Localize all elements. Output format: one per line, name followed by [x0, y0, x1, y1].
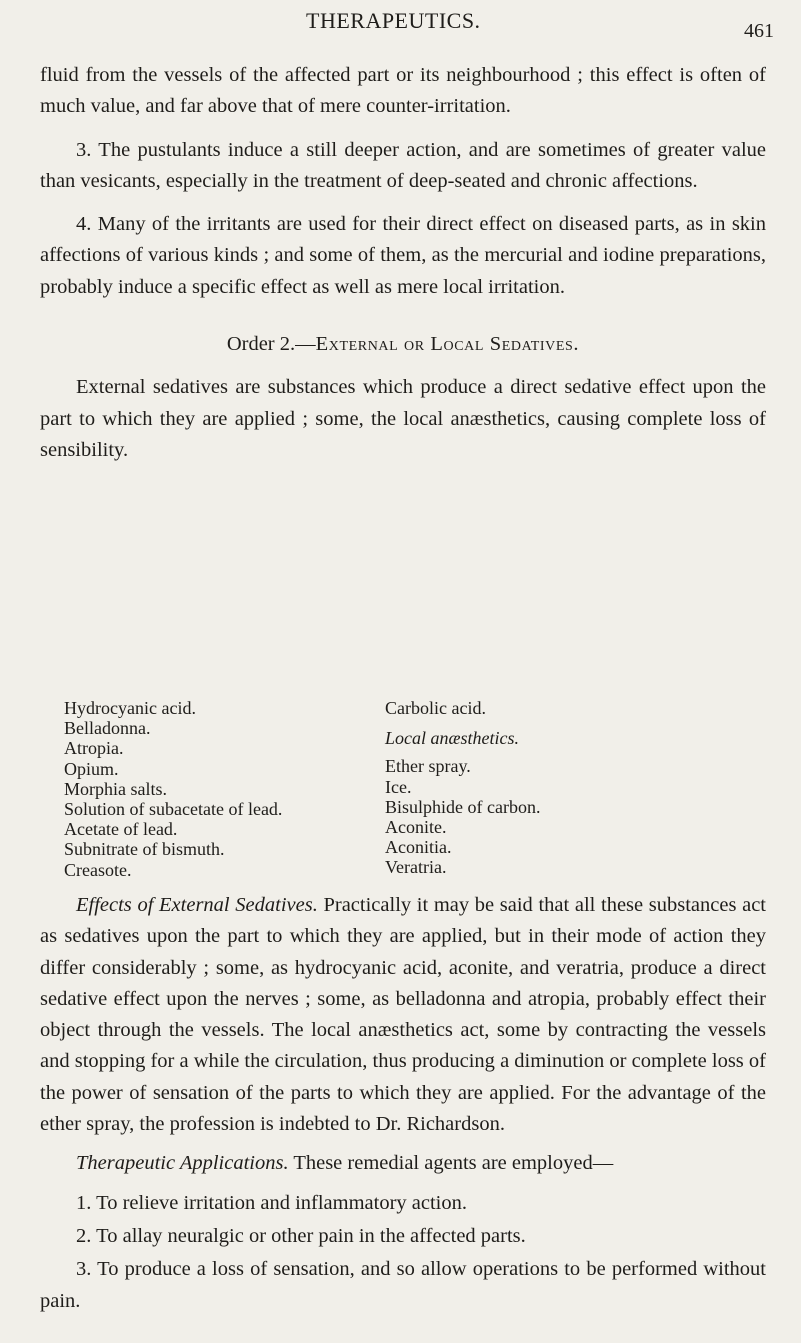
page-number: 461 [744, 20, 774, 42]
applications-list [40, 1188, 766, 1317]
paragraph-pustulants: 3. The pustulants induce a still deeper action, and are sometimes of greater value than vesicants, especially in the treatment of deep-seated and chronic affections. [40, 138, 766, 192]
list-item: Solution of subacetate of lead. [64, 799, 283, 820]
order-heading-title: External or Local Sedatives. [315, 333, 580, 356]
lower-body-text [40, 890, 766, 1319]
list-item: Ether spray. [385, 756, 471, 777]
applications-heading: Therapeutic Applications. [76, 1152, 289, 1175]
list-item: 2. To allay neuralgic or other pain in the affected parts. [76, 1224, 526, 1247]
list-item: Carbolic acid. [385, 698, 486, 718]
list-item: 1. To relieve irritation and inflammatory action. [76, 1191, 467, 1214]
paragraph-continuation: fluid from the vessels of the affected part or its neighbourhood ; this effect is often of much value, and far above that of mere counter-irritation. [40, 64, 766, 118]
order-heading [40, 329, 766, 360]
applications-text: These remedial agents are employed— [288, 1152, 614, 1175]
list-item: Veratria. [385, 857, 447, 878]
list-item: Hydrocyanic acid. [64, 698, 196, 718]
paragraph-effects [40, 890, 766, 1140]
list-item: Belladonna. [64, 718, 151, 739]
list-item: Aconite. [385, 817, 447, 838]
list-item: Subnitrate of bismuth. [64, 839, 225, 860]
list-item: Opium. [64, 758, 119, 779]
list-item: Bisulphide of carbon. [385, 796, 541, 817]
paragraph-intro: External sedatives are substances which produce a direct sedative effect upon the part to which they are applied ; some, the local anæsthetics, causing complete loss of sensibility. [40, 376, 766, 461]
paragraph-applications [40, 1148, 766, 1179]
list-item: Morphia salts. [64, 778, 167, 799]
list-item: Atropia. [64, 738, 124, 759]
right-column [385, 698, 705, 878]
order-heading-prefix: Order 2.— [226, 333, 316, 356]
list-item: Aconitia. [385, 837, 452, 858]
list-item: Acetate of lead. [64, 819, 178, 840]
list-item: Creasote. [64, 859, 132, 880]
effects-heading: Effects of External Sedatives. [76, 894, 318, 916]
list-item: Ice. [385, 776, 412, 797]
running-title: THERAPEUTICS. [306, 8, 481, 33]
upper-body-text [40, 60, 766, 478]
left-column [64, 698, 344, 880]
list-item: 3. To produce a loss of sensation, and so allow operations to be performed without pain. [40, 1258, 766, 1312]
running-head [0, 8, 801, 42]
local-anaesthetics-subheading: Local anæsthetics. [385, 728, 519, 749]
effects-text: Practically it may be said that all these substances act as sedatives upon the part to which they are applied, but in their mode of action they differ considerably ; some, as hydrocyanic acid, aconite, and veratria, produce a direct sedative effect upon the nerves ; some, as belladonna and atropia, probably effect their object through the vessels. The local anæsthetics act, some by contracting the vessels and stopping for a while the circulation, thus producing a diminution or complete loss of the power of sensation of the parts to which they are applied. For the advantage of the ether spray, the profession is indebted to Dr. Richardson. [40, 894, 766, 1136]
paragraph-irritants: 4. Many of the irritants are used for their direct effect on diseased parts, as in skin affections of various kinds ; and some of them, as the mercurial and iodine preparations, probably induce a specific effect as well as mere local irritation. [40, 213, 766, 298]
